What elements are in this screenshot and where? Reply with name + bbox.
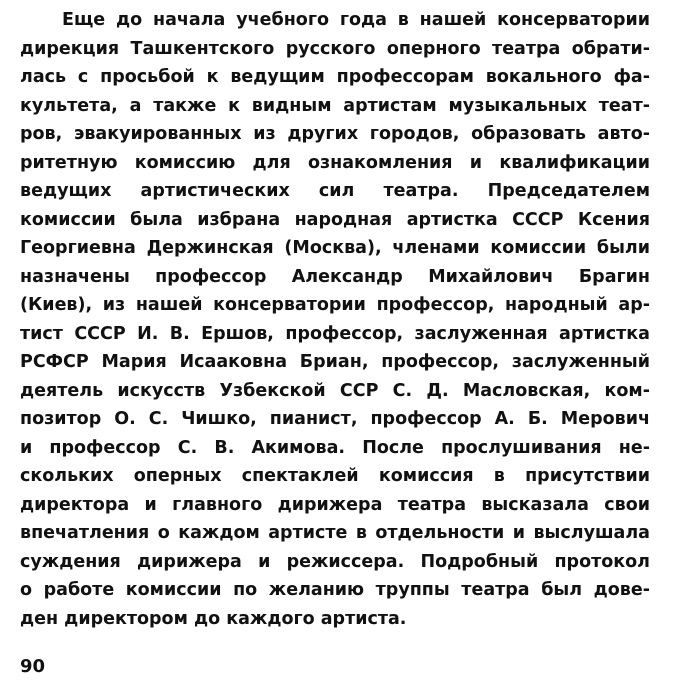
text-line: Еще до начала учебного года в нашей консерватории bbox=[62, 10, 650, 30]
text-line: РСФСР Мария Исааковна Бриан, профессор, заслуженный bbox=[20, 352, 650, 372]
text-line: о работе комиссии по желанию труппы театра был дове- bbox=[20, 580, 650, 600]
text-line: ритетную комиссию для ознакомления и квалификации bbox=[20, 152, 650, 173]
text-line: и профессор С. В. Акимова. После прослушивания не- bbox=[20, 437, 650, 458]
text-line: позитор О. С. Чишко, пианист, профессор А. Б. Мерович bbox=[20, 409, 650, 429]
text-line: дирекция Ташкентского русского оперного театра обрати- bbox=[20, 38, 650, 59]
text-line: деятель искусств Узбекской ССР С. Д. Масловская, ком- bbox=[20, 380, 650, 401]
body-paragraph bbox=[20, 6, 650, 633]
text-line: суждения дирижера и режиссера. Подробный протокол bbox=[20, 551, 650, 572]
text-line: ров, эвакуированных из других городов, образовать авто- bbox=[20, 124, 650, 144]
page-number: 90 bbox=[20, 656, 46, 677]
text-line: ден директором до каждого артиста. bbox=[20, 608, 407, 629]
text-line: (Киев), из нашей консерватории профессор, народный ар- bbox=[20, 295, 650, 315]
text-line: скольких оперных спектаклей комиссия в присутствии bbox=[20, 466, 650, 486]
text-line: Георгиевна Держинская (Москва), членами комиссии были bbox=[20, 238, 650, 258]
text-line: назначены профессор Александр Михайлович Брагин bbox=[20, 266, 650, 287]
text-line: лась с просьбой к ведущим профессорам вокального фа- bbox=[20, 67, 650, 87]
text-line: комиссии была избрана народная артистка СССР Ксения bbox=[20, 209, 650, 230]
text-line: культета, а также к видным артистам музыкальных теат- bbox=[20, 95, 650, 116]
text-line: впечатления о каждом артисте в отдельности и выслушала bbox=[20, 523, 650, 543]
text-line: директора и главного дирижера театра высказала свои bbox=[20, 494, 650, 515]
text-line: тист СССР И. В. Ершов, профессор, заслуженная артистка bbox=[20, 323, 650, 344]
text-line: ведущих артистических сил театра. Председателем bbox=[20, 181, 650, 201]
